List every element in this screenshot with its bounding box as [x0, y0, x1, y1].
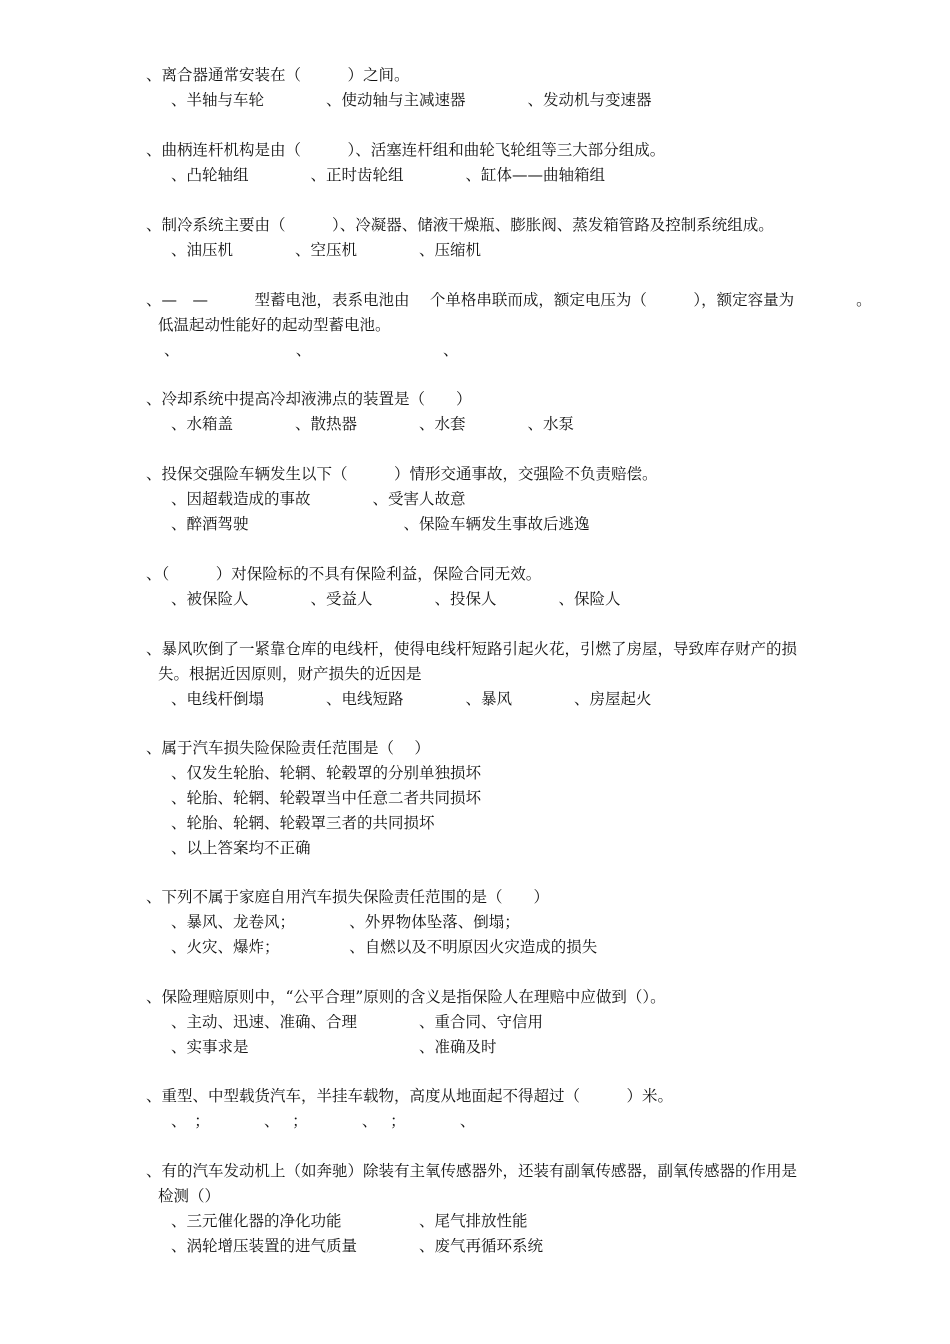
question-options: 、三元催化器的净化功能 、尾气排放性能 [171, 1212, 528, 1230]
question-options: 、轮胎、轮辋、轮毂罩当中任意二者共同损坏 [171, 789, 482, 807]
question-options: 、因超载造成的事故 、受害人故意 [171, 490, 466, 508]
question-stem: 、投保交强险车辆发生以下（ ）情形交通事故，交强险不负责赔偿。 [146, 465, 658, 483]
question-options: 、油压机 、空压机 、压缩机 [171, 241, 482, 259]
question-options: 、暴风、龙卷风； 、外界物体坠落、倒塌； [171, 913, 520, 931]
question-options: 、水箱盖 、散热器 、水套 、水泵 [171, 415, 575, 433]
question-stem: 、— — 型蓄电池，表系电池由 个单格串联而成，额定电压为（ ），额定容量为 。 [146, 291, 872, 309]
question-options: 、仅发生轮胎、轮辋、轮毂罩的分别单独损坏 [171, 764, 482, 782]
question-stem: 、下列不属于家庭自用汽车损失保险责任范围的是（ ） [146, 888, 550, 906]
question-stem: 、暴风吹倒了一紧靠仓库的电线杆，使得电线杆短路引起火花，引燃了房屋，导致库存财产的损 [146, 640, 798, 658]
question-stem: 、冷却系统中提高冷却液沸点的装置是（ ） [146, 390, 472, 408]
question-options: 、主动、迅速、准确、合理 、重合同、守信用 [171, 1013, 544, 1031]
question-stem: 、曲柄连杆机构是由（ ）、活塞连杆组和曲轮飞轮组等三大部分组成。 [146, 141, 666, 159]
question-stem: 、（ ）对保险标的不具有保险利益，保险合同无效。 [146, 565, 542, 583]
question-options: 、被保险人 、受益人 、投保人 、保险人 [171, 590, 621, 608]
question-stem: 、制冷系统主要由（ ）、冷凝器、储液干燥瓶、膨胀阀、蒸发箱管路及控制系统组成。 [146, 216, 774, 234]
question-options: 、轮胎、轮辋、轮毂罩三者的共同损坏 [171, 814, 435, 832]
question-stem: 、属于汽车损失险保险责任范围是（ ） [146, 739, 430, 757]
question-options: 、 ； 、 ； 、 ； 、 [171, 1112, 476, 1130]
question-stem: 、有的汽车发动机上（如奔驰）除装有主氧传感器外，还装有副氧传感器，副氧传感器的作用是 [146, 1162, 798, 1180]
question-options: 、火灾、爆炸； 、自燃以及不明原因火灾造成的损失 [171, 938, 598, 956]
question-options: 、涡轮增压装置的进气质量 、废气再循环系统 [171, 1237, 544, 1255]
question-options: 、醉酒驾驶 、保险车辆发生事故后逃逸 [171, 515, 590, 533]
question-options: 、以上答案均不正确 [171, 839, 311, 857]
question-stem: 失。根据近因原则，财产损失的近因是 [158, 665, 422, 683]
question-options: 、实事求是 、准确及时 [171, 1038, 497, 1056]
question-options: 、凸轮轴组 、正时齿轮组 、缸体——曲轴箱组 [171, 166, 606, 184]
question-options: 、电线杆倒塌 、电线短路 、暴风 、房屋起火 [171, 690, 652, 708]
question-stem: 、保险理赔原则中，“公平合理”原则的含义是指保险人在理赔中应做到（）。 [146, 988, 666, 1006]
question-options: 、半轴与车轮 、使动轴与主减速器 、发动机与变速器 [171, 91, 652, 109]
question-stem: 低温起动性能好的起动型蓄电池。 [158, 316, 391, 334]
question-stem: 检测（） [158, 1187, 221, 1205]
question-stem: 、离合器通常安装在（ ）之间。 [146, 66, 410, 84]
question-options: 、 、 、 [164, 341, 459, 359]
question-stem: 、重型、中型载货汽车，半挂车载物，高度从地面起不得超过（ ）米。 [146, 1087, 674, 1105]
